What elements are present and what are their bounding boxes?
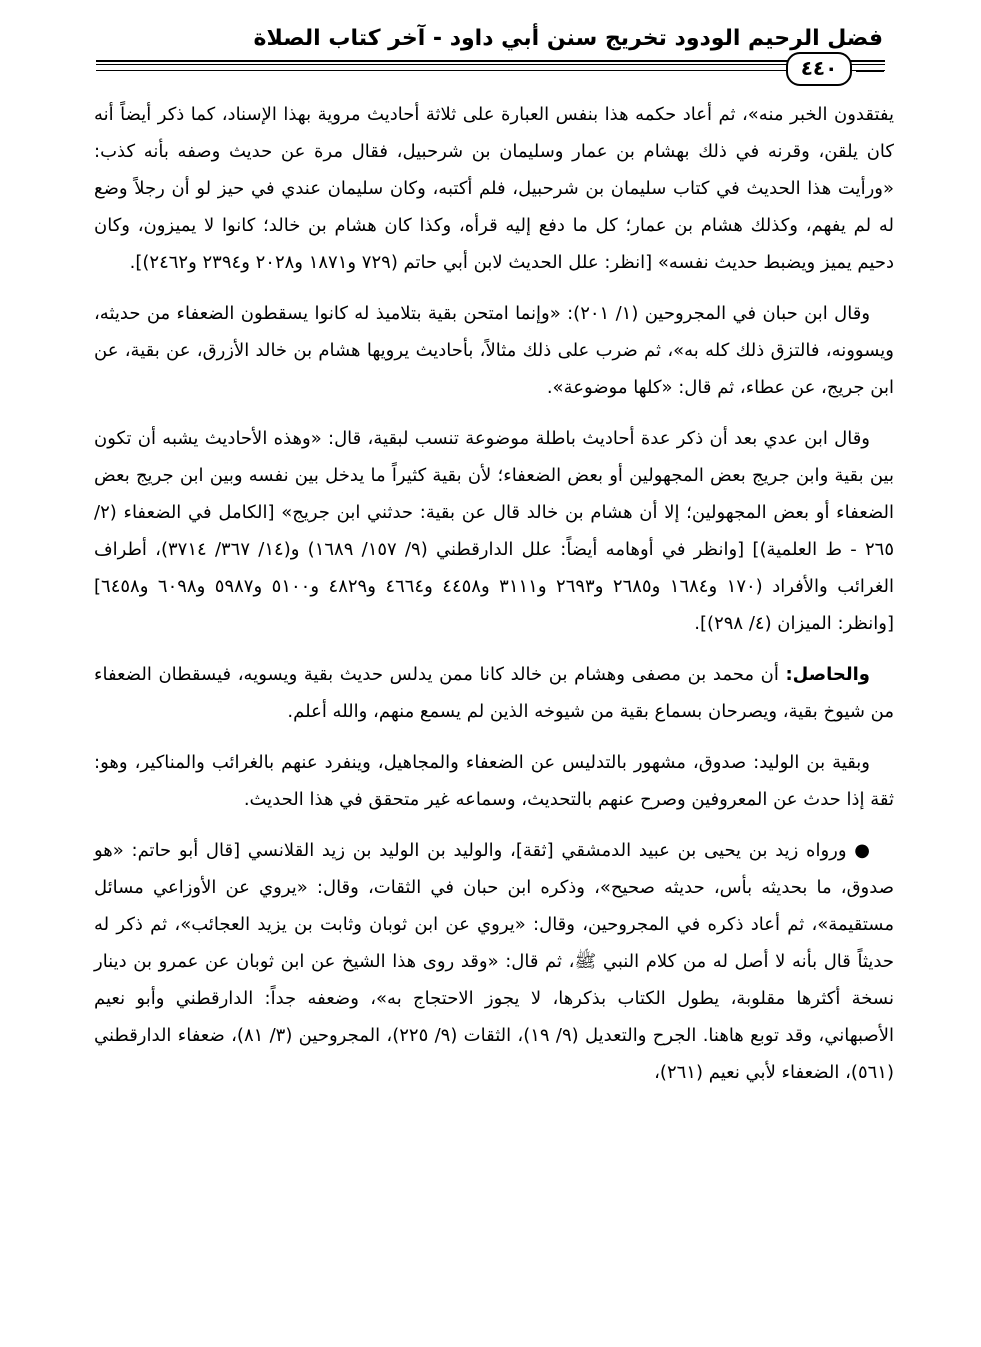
paragraph-3: وقال ابن عدي بعد أن ذكر عدة أحاديث باطلة موضوعة تنسب لبقية، قال: «وهذه الأحاديث يشبه أن تكون بين بقية وابن جريج بعض المجهولين أو بعض الضعفاء؛ لأن بقية كثيراً ما يدخل بين نفسه وبين ابن جريج بعض الضعفاء أو بعض المجهولين؛ إلا أن هشام بن خالد قال عن بقية: حدثني ابن جريج» [الكامل في الضعفاء (٢/ ٢٦٥ - ط العلمية)] [وانظر في أوهامه أيضاً: علل الدارقطني (٩/ ١٥٧/ ١٦٨٩) و(١٤/ ٣٦٧/ ٣٧١٤)، أطراف الغرائب والأفراد (١٧٠ و١٦٨٤ و٢٦٨٥ و٢٦٩٣ و٣١١١ و٤٤٥٨ و٤٦٦٤ و٤٨٢٩ و٥١٠٠ و٥٩٨٧ و٦٠٩٨ و٦٤٥٨] [وانظر: الميزان (٤/ ٢٩٨)]. — [94, 428, 895, 634]
main-text — [94, 96, 894, 1091]
header-rule-ornament — [856, 70, 884, 72]
conclusion-label: والحاصل: — [785, 664, 870, 685]
paragraph-5: وبقية بن الوليد: صدوق، مشهور بالتدليس عن الضعفاء والمجاهيل، وينفرد عنهم بالغرائب والمناكير، وهو: ثقة إذا حدث عن المعروفين وصرح عنهم بالتحديث، وسماعه غير متحقق في هذا الحديث. — [94, 752, 894, 810]
header-rule-middle — [96, 64, 885, 65]
header-rule-top — [96, 60, 885, 62]
paragraph-1: يفتقدون الخبر منه»، ثم أعاد حكمه هذا بنفس العبارة على ثلاثة أحاديث مروية بهذا الإسناد، كما ذكر أيضاً أنه كان يلقن، وقرنه في ذلك بهشام بن عمار وسليمان بن شرحبيل، فقال مرة عن حديث وصفه بأنه كذب: «ورأيت هذا الحديث في كتاب سليمان بن شرحبيل، فلم أكتبه، وكان سليمان عندي في حيز لو أن رجلاً وضع له لم يفهم، وكذلك هشام بن عمار؛ كل ما دفع إليه قرأه، وكذا كان هشام بن خالد؛ كانوا لا يميزون، وكان دحيم يميز ويضبط حديث نفسه» [انظر: علل الحديث لابن أبي حاتم (٧٢٩ و١٨٧١ و٢٠٢٨ و٢٣٩٤ و٢٤٦٢)]. — [94, 104, 894, 273]
running-header-title: فضل الرحيم الودود تخريج سنن أبي داود - آخر كتاب الصلاة — [253, 26, 883, 51]
header-rule-bottom — [96, 70, 885, 71]
paragraph-2: وقال ابن حبان في المجروحين (١/ ٢٠١): «وإنما امتحن بقية بتلاميذ له كانوا يسقطون الضعفاء من حديثه، ويسوونه، فالتزق ذلك كله به»، ثم ضرب على ذلك مثالاً، بأحاديث يرويها هشام بن خالد الأزرق، عن بقية، عن ابن جريج، عن عطاء، ثم قال: «كلها موضوعة». — [94, 303, 894, 398]
page-number-badge: ٤٤٠ — [786, 52, 852, 86]
paragraph-4 — [94, 656, 894, 730]
paragraph-4-text: أن محمد بن مصفى وهشام بن خالد كانا ممن يدلس حديث بقية ويسويه، فيسقطان الضعفاء من شيوخ بقية، ويصرحان بسماع بقية من شيوخه الذين لم يسمع منهم، والله أعلم. — [94, 664, 894, 722]
paragraph-6: ● ورواه زيد بن يحيى بن عبيد الدمشقي [ثقة]، والوليد بن الوليد بن زيد القلانسي [قال أبو حاتم: «هو صدوق، ما بحديثه بأس، حديثه صحيح»، وذكره ابن حبان في الثقات، وقال: «يروي عن الأوزاعي مسائل مستقيمة»، ثم أعاد ذكره في المجروحين، وقال: «يروي عن ابن ثوبان وثابت بن يزيد العجائب»، ثم ذكر له حديثاً قال بأنه لا أصل له من كلام النبي ﷺ، ثم قال: «وقد روى هذا الشيخ عن ابن ثوبان عن عمرو بن دينار نسخة أكثرها مقلوبة، يطول الكتاب بذكرها، لا يجوز الاحتجاج به»، وضعفه جداً: الدارقطني وأبو نعيم الأصبهاني، وقد توبع هاهنا. الجرح والتعديل (٩/ ١٩)، الثقات (٩/ ٢٢٥)، المجروحين (٣/ ٨١)، ضعفاء الدارقطني (٥٦١)، الضعفاء لأبي نعيم (٢٦١)، — [94, 840, 894, 1083]
